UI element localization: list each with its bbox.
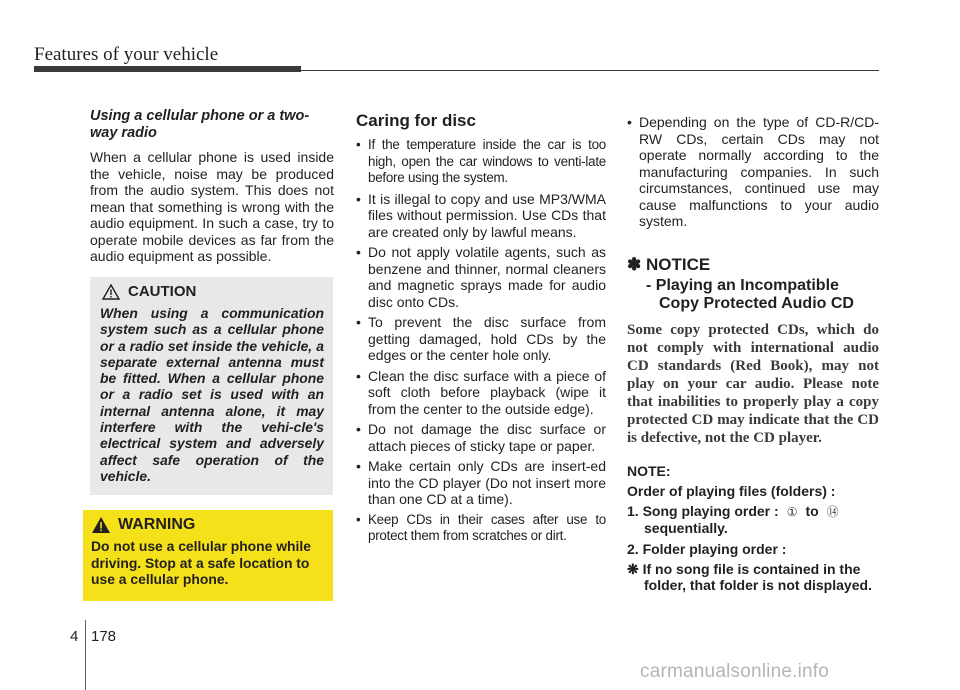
list-item: • Depending on the type of CD-R/CD-RW CDs, certain CDs may not operate normally according to the manufacturing companies. In such circumstances, continued use may cause malfunctions to your audio system.: [627, 114, 879, 230]
disc-care-list: [356, 137, 606, 545]
note-label: NOTE:: [627, 462, 671, 479]
cd-type-list: [627, 114, 879, 230]
list-item: • Do not damage the disc surface or attach pieces of sticky tape or paper.: [356, 421, 606, 454]
note-song-suffix: sequentially.: [644, 519, 728, 536]
caution-heading: [102, 283, 324, 300]
list-item: • Do not apply volatile agents, such as benzene and thinner, normal cleaners and magnetic sprays made for audio disc onto CDs.: [356, 244, 606, 310]
warning-label: WARNING: [118, 516, 196, 533]
caution-box: [90, 277, 333, 495]
caution-label: CAUTION: [128, 283, 197, 300]
list-item: • It is illegal to copy and use MP3/WMA files without permission. Use CDs that are created only by lawful means.: [356, 191, 606, 241]
note-song-to: to: [805, 502, 819, 519]
page-header-title: Features of your vehicle: [34, 44, 219, 65]
notice-subtitle: - Playing an Incompatible Copy Protected Audio CD: [646, 276, 854, 312]
list-item: • Keep CDs in their cases after use to protect them from scratches or dirt.: [356, 512, 606, 545]
notice-title: ✽ NOTICE: [627, 254, 711, 274]
list-item: • Clean the disc surface with a piece of soft cloth before playback (wipe it from the center to the outside edge).: [356, 368, 606, 418]
warning-box: [83, 510, 333, 601]
right-column: [627, 114, 879, 598]
caring-for-disc-title: Caring for disc: [356, 111, 476, 130]
note-order-heading: Order of playing files (folders) :: [627, 482, 836, 499]
circled-fourteen-glyph: ⑭: [826, 504, 839, 519]
caution-triangle-icon: [102, 284, 120, 300]
note-star-remark: ❋ If no song file is contained in the folder, that folder is not displayed.: [627, 560, 872, 593]
caution-text: When using a communication system such as a cellular phone or a radio set inside the vehicle, a separate external antenna must be fitted. When a cellular phone or a radio set is used with an internal antenna alone, it may interfere with the vehi-cle's electrical system and adversely affect safe operation of the vehicle.: [100, 305, 324, 484]
header-thin-rule: [301, 70, 879, 71]
warning-text: Do not use a cellular phone while driving. Stop at a safe location to use a cellular phone.: [91, 538, 311, 587]
list-item: • If the temperature inside the car is too high, open the car windows to venti-late before using the system.: [356, 137, 606, 187]
cellular-phone-subtitle: Using a cellular phone or a two-way radio: [90, 108, 310, 141]
warning-heading: [91, 516, 324, 534]
warning-triangle-icon: [91, 516, 111, 534]
notice-body: Some copy protected CDs, which do not comply with international audio CD standards (Red Book), may not play on your car audio. Please note that inabilities to properly play a copy protected CD may indicate that the CD is defective, not the CD player.: [627, 321, 879, 446]
middle-column: [356, 111, 606, 549]
note-song-order: [627, 503, 879, 536]
note-song-prefix: 1. Song playing order :: [627, 502, 779, 519]
left-column: [90, 108, 334, 265]
page-number-rule: [85, 620, 86, 690]
list-item: • Make certain only CDs are insert-ed into the CD player (Do not insert more than one CD at a time).: [356, 458, 606, 508]
list-item: • To prevent the disc surface from getting damaged, hold CDs by the edges or the center hole only.: [356, 314, 606, 364]
circled-one-glyph: ①: [786, 504, 798, 519]
note-folder-order: 2. Folder playing order :: [627, 540, 787, 557]
cellular-phone-body: When a cellular phone is used inside the vehicle, noise may be produced from the audio system. This does not mean that something is wrong with the audio equipment. In such a case, try to operate mobile devices as far from the audio equipment as possible.: [90, 149, 334, 264]
chapter-number: 4: [70, 628, 79, 645]
page-number: 178: [91, 628, 117, 645]
site-watermark: carmanualsonline.info: [640, 661, 830, 682]
header-thick-rule: [34, 66, 301, 72]
